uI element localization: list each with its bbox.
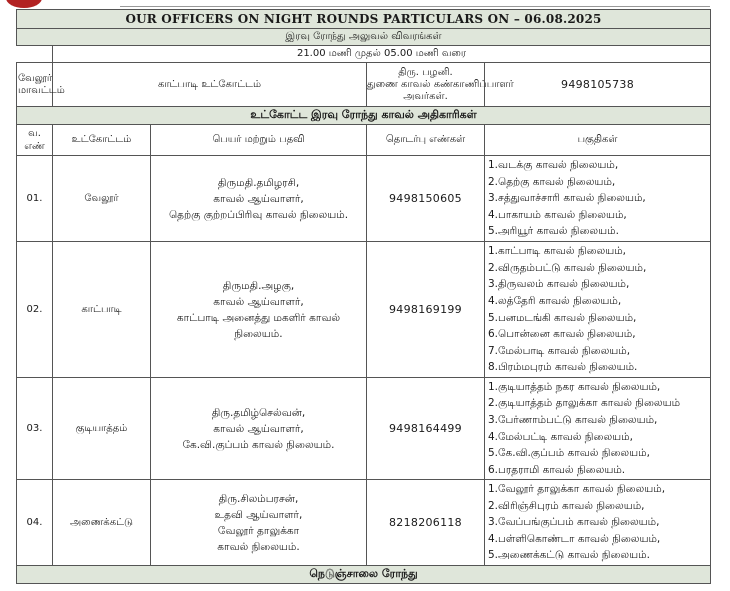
row-sno: 04. (17, 480, 53, 566)
row-subdivision: காட்பாடி (53, 242, 151, 378)
footer-section-row (17, 566, 711, 584)
list-item: 3.பேர்ணாம்பட்டு காவல் நிலையம், (488, 413, 658, 426)
list-item: 4.மேல்பட்டி காவல் நிலையம், (488, 430, 633, 443)
row-officer: திரு.சிலம்பரசன், உதவி ஆய்வாளர், வேலூர் தாலுக்கா காவல் நிலையம். (151, 480, 367, 566)
letterhead-strip (0, 0, 730, 9)
table-row (17, 156, 711, 242)
list-item: 2.தெற்கு காவல் நிலையம், (488, 175, 616, 188)
title-row (17, 10, 711, 29)
list-item: 6.பொன்னை காவல் நிலையம், (488, 328, 636, 341)
row-areas (485, 242, 711, 378)
list-item: 5.பனமடங்கி காவல் நிலையம், (488, 311, 637, 324)
row-areas (485, 378, 711, 480)
list-item: 4.லத்தேரி காவல் நிலையம், (488, 294, 622, 307)
district-officer: திரு. பழனி. துணை காவல் கண்காணிப்பாளர் அவர்கள். (367, 63, 485, 107)
list-item: 2.விரிஞ்சிபுரம் காவல் நிலையம், (488, 499, 645, 512)
row-phone: 9498169199 (367, 242, 485, 378)
row-phone: 9498150605 (367, 156, 485, 242)
list-item: 1.வடக்கு காவல் நிலையம், (488, 159, 619, 172)
header-rule (120, 6, 710, 7)
list-item: 1.காட்பாடி காவல் நிலையம், (488, 245, 627, 258)
section-title-row (17, 107, 711, 125)
list-item: 6.பரதராமி காவல் நிலையம். (488, 463, 626, 476)
emblem-logo (6, 0, 42, 8)
list-item: 1.குடியாத்தம் நகர காவல் நிலையம், (488, 380, 661, 393)
row-subdivision: அணைக்கட்டு (53, 480, 151, 566)
row-sno: 01. (17, 156, 53, 242)
footer-section-title: நெடுஞ்சாலை ரோந்து (17, 566, 711, 584)
row-phone: 9498164499 (367, 378, 485, 480)
section-title: உட்கோட்ட இரவு ரோந்து காவல் அதிகாரிகள் (17, 107, 711, 125)
time-row (17, 46, 711, 63)
time-range: 21.00 மணி முதல் 05.00 மணி வரை (53, 46, 711, 63)
list-item: 4.பாகாயம் காவல் நிலையம், (488, 208, 627, 221)
district-phone: 9498105738 (485, 63, 711, 107)
subtitle-row (17, 29, 711, 46)
list-item: 2.விருதம்பட்டு காவல் நிலையம், (488, 261, 647, 274)
row-subdivision: குடியாத்தம் (53, 378, 151, 480)
list-item: 8.பிரம்மபுரம் காவல் நிலையம். (488, 361, 638, 374)
district-label: வேலூர் மாவட்டம் (17, 63, 53, 107)
list-item: 7.மேல்பாடி காவல் நிலையம், (488, 344, 631, 357)
list-item: 3.வேப்பங்குப்பம் காவல் நிலையம், (488, 516, 660, 529)
page-subtitle: இரவு ரோந்து அலுவல் விவரங்கள் (17, 29, 711, 46)
col-header-sno: வ. எண் (17, 125, 53, 156)
col-header-subdivision: உட்கோட்டம் (53, 125, 151, 156)
row-areas (485, 156, 711, 242)
list-item: 5.கே.வி.குப்பம் காவல் நிலையம், (488, 447, 650, 460)
row-officer: திரு.தமிழ்செல்வன், காவல் ஆய்வாளர், கே.வி.குப்பம் காவல் நிலையம். (151, 378, 367, 480)
row-sno: 02. (17, 242, 53, 378)
row-subdivision: வேலூர் (53, 156, 151, 242)
list-item: 2.குடியாத்தம் தாலுக்கா காவல் நிலையம் (488, 397, 681, 410)
table-row (17, 378, 711, 480)
night-rounds-table (16, 9, 711, 584)
row-officer: திருமதி.தமிழரசி, காவல் ஆய்வாளர், தெற்கு குற்றப்பிரிவு காவல் நிலையம். (151, 156, 367, 242)
row-officer: திருமதி.அழகு, காவல் ஆய்வாளர், காட்பாடி அனைத்து மகளிர் காவல் நிலையம். (151, 242, 367, 378)
page-title: OUR OFFICERS ON NIGHT ROUNDS PARTICULARS ON – 06.08.2025 (17, 10, 711, 29)
list-item: 5.அணைக்கட்டு காவல் நிலையம். (488, 549, 650, 562)
list-item: 5.அரியூர் காவல் நிலையம். (488, 225, 619, 238)
table-row (17, 242, 711, 378)
list-item: 3.திருவலம் காவல் நிலையம், (488, 278, 630, 291)
col-header-name: பெயர் மற்றும் பதவி (151, 125, 367, 156)
col-header-contact: தொடர்பு எண்கள் (367, 125, 485, 156)
list-item: 4.பள்ளிகொண்டா காவல் நிலையம், (488, 532, 661, 545)
column-header-row (17, 125, 711, 156)
row-phone: 8218206118 (367, 480, 485, 566)
row-sno: 03. (17, 378, 53, 480)
district-subdivision: காட்பாடி உட்கோட்டம் (53, 63, 367, 107)
list-item: 3.சத்துவாச்சாரி காவல் நிலையம், (488, 192, 646, 205)
row-areas (485, 480, 711, 566)
list-item: 1.வேலூர் தாலுக்கா காவல் நிலையம், (488, 483, 666, 496)
district-row (17, 63, 711, 107)
table-row (17, 480, 711, 566)
col-header-areas: பகுதிகள் (485, 125, 711, 156)
